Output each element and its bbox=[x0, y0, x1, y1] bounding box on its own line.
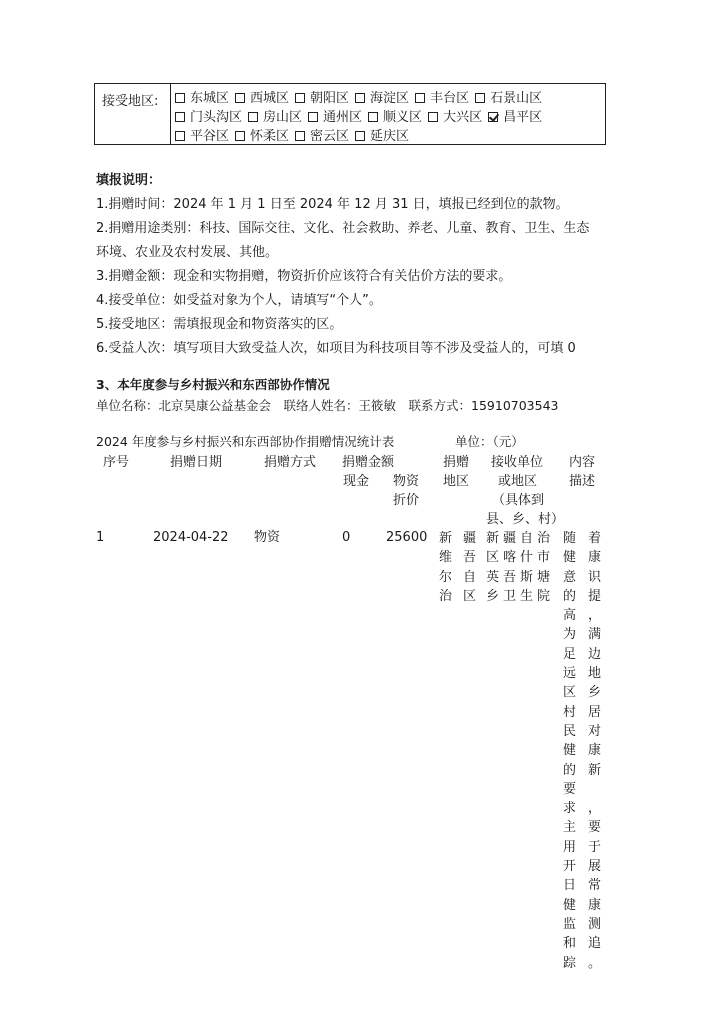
region-option[interactable] bbox=[235, 125, 289, 144]
checkbox-icon[interactable] bbox=[235, 131, 245, 141]
instruction-line-2: 2.捐赠用途类别：科技、国际交往、文化、社会救助、养老、儿童、教育、卫生、生态 bbox=[96, 221, 590, 236]
region-row-3 bbox=[175, 125, 415, 144]
header-amount: 捐赠金额 bbox=[342, 455, 395, 470]
checkbox-icon[interactable] bbox=[175, 93, 185, 103]
header-recv-2: 或地区 bbox=[498, 474, 538, 489]
region-option-label: 大兴区 bbox=[443, 110, 483, 125]
region-option[interactable] bbox=[235, 87, 289, 106]
region-option-label: 海淀区 bbox=[370, 91, 410, 106]
region-option[interactable] bbox=[175, 125, 229, 144]
region-option-label: 门头沟区 bbox=[190, 110, 243, 125]
header-area-2: 地区 bbox=[443, 474, 470, 489]
row-date: 2024-04-22 bbox=[153, 530, 229, 545]
checkbox-icon[interactable] bbox=[175, 112, 185, 122]
region-label: 接受地区: bbox=[102, 94, 159, 109]
row-goods: 25600 bbox=[386, 530, 428, 545]
region-option[interactable] bbox=[488, 106, 542, 125]
region-option-label: 朝阳区 bbox=[310, 91, 350, 106]
region-option[interactable] bbox=[175, 106, 242, 125]
checkbox-icon[interactable] bbox=[295, 93, 305, 103]
header-recv-1: 接收单位 bbox=[491, 455, 544, 470]
section3-heading: 3、本年度参与乡村振兴和东西部协作情况 bbox=[96, 377, 330, 392]
row-method: 物资 bbox=[254, 530, 281, 545]
region-option-label: 怀柔区 bbox=[250, 129, 290, 144]
row-recipient: 新疆自治区喀什市英吾斯塘乡卫生院 bbox=[486, 531, 550, 604]
region-option-label: 延庆区 bbox=[370, 129, 410, 144]
checkbox-icon[interactable] bbox=[355, 131, 365, 141]
region-option[interactable] bbox=[295, 87, 349, 106]
header-recv-3: （具体到 bbox=[492, 493, 545, 508]
region-option[interactable] bbox=[248, 106, 302, 125]
region-option-label: 平谷区 bbox=[190, 129, 230, 144]
checkbox-icon[interactable] bbox=[428, 112, 438, 122]
header-method: 捐赠方式 bbox=[264, 455, 317, 470]
region-option-label: 顺义区 bbox=[383, 110, 423, 125]
region-row-1 bbox=[175, 87, 548, 106]
row-cash: 0 bbox=[342, 530, 351, 545]
region-option[interactable] bbox=[175, 87, 229, 106]
checkbox-icon[interactable] bbox=[475, 93, 485, 103]
checkbox-icon[interactable] bbox=[355, 93, 365, 103]
header-desc-2: 描述 bbox=[569, 474, 596, 489]
region-row-2 bbox=[175, 106, 548, 125]
region-option[interactable] bbox=[295, 125, 349, 144]
header-cash: 现金 bbox=[343, 474, 370, 489]
region-label-cell bbox=[95, 84, 171, 144]
instruction-line-3: 环境、农业及农村发展、其他。 bbox=[96, 245, 279, 260]
row-area: 新疆维吾尔自治区 bbox=[439, 531, 476, 604]
instruction-line-5: 4.接受单位：如受益对象为个人，请填写“个人”。 bbox=[96, 293, 382, 308]
checkbox-icon[interactable] bbox=[295, 131, 305, 141]
checkbox-icon[interactable] bbox=[248, 112, 258, 122]
region-option-label: 通州区 bbox=[323, 110, 363, 125]
org-contact-line: 单位名称：北京昊康公益基金会 联络人姓名：王筱敏 联系方式：15910703543 bbox=[96, 398, 559, 413]
region-option[interactable] bbox=[475, 87, 542, 106]
header-seq: 序号 bbox=[103, 455, 130, 470]
instructions-title: 填报说明： bbox=[96, 173, 162, 188]
checkbox-icon[interactable] bbox=[368, 112, 378, 122]
row-description: 随着健康意识的提高，为满足边远地区乡村居民对健康的新要求，主要用于开展日常健康监测和追踪。 bbox=[563, 531, 601, 971]
instruction-line-1: 1.捐赠时间：2024 年 1 月 1 日至 2024 年 12 月 31 日，填报已经到位的款物。 bbox=[96, 197, 569, 212]
instruction-line-7: 6.受益人次：填写项目大致受益人次，如项目为科技项目等不涉及受益人的，可填 0 bbox=[96, 341, 576, 356]
checkbox-icon[interactable] bbox=[308, 112, 318, 122]
table-unit: 单位：（元） bbox=[455, 434, 524, 449]
instruction-line-4: 3.捐赠金额：现金和实物捐赠，物资折价应该符合有关估价方法的要求。 bbox=[96, 269, 512, 284]
checkbox-icon[interactable] bbox=[235, 93, 245, 103]
region-option-label: 房山区 bbox=[263, 110, 303, 125]
region-option-label: 密云区 bbox=[310, 129, 350, 144]
region-option[interactable] bbox=[355, 87, 409, 106]
region-option[interactable] bbox=[415, 87, 469, 106]
row-seq: 1 bbox=[96, 530, 105, 545]
checkbox-icon[interactable] bbox=[415, 93, 425, 103]
region-option-label: 西城区 bbox=[250, 91, 290, 106]
instruction-line-6: 5.接受地区：需填报现金和物资落实的区。 bbox=[96, 317, 343, 332]
region-option-label: 东城区 bbox=[190, 91, 230, 106]
region-option[interactable] bbox=[368, 106, 422, 125]
region-option-label: 丰台区 bbox=[430, 91, 470, 106]
checkbox-icon[interactable] bbox=[175, 131, 185, 141]
region-table bbox=[94, 83, 606, 145]
region-option[interactable] bbox=[308, 106, 362, 125]
region-option[interactable] bbox=[355, 125, 409, 144]
region-option-label: 石景山区 bbox=[490, 91, 543, 106]
table-title: 2024 年度参与乡村振兴和东西部协作捐赠情况统计表 bbox=[96, 434, 395, 449]
checkbox-checked-icon[interactable] bbox=[488, 112, 498, 122]
header-recv-4: 县、乡、村） bbox=[486, 512, 565, 527]
region-option-label: 昌平区 bbox=[503, 110, 543, 125]
header-goods-1: 物资 bbox=[393, 474, 420, 489]
header-goods-2: 折价 bbox=[393, 493, 420, 508]
header-desc-1: 内容 bbox=[569, 455, 596, 470]
region-option[interactable] bbox=[428, 106, 482, 125]
header-date: 捐赠日期 bbox=[170, 455, 223, 470]
header-area-1: 捐赠 bbox=[443, 455, 470, 470]
